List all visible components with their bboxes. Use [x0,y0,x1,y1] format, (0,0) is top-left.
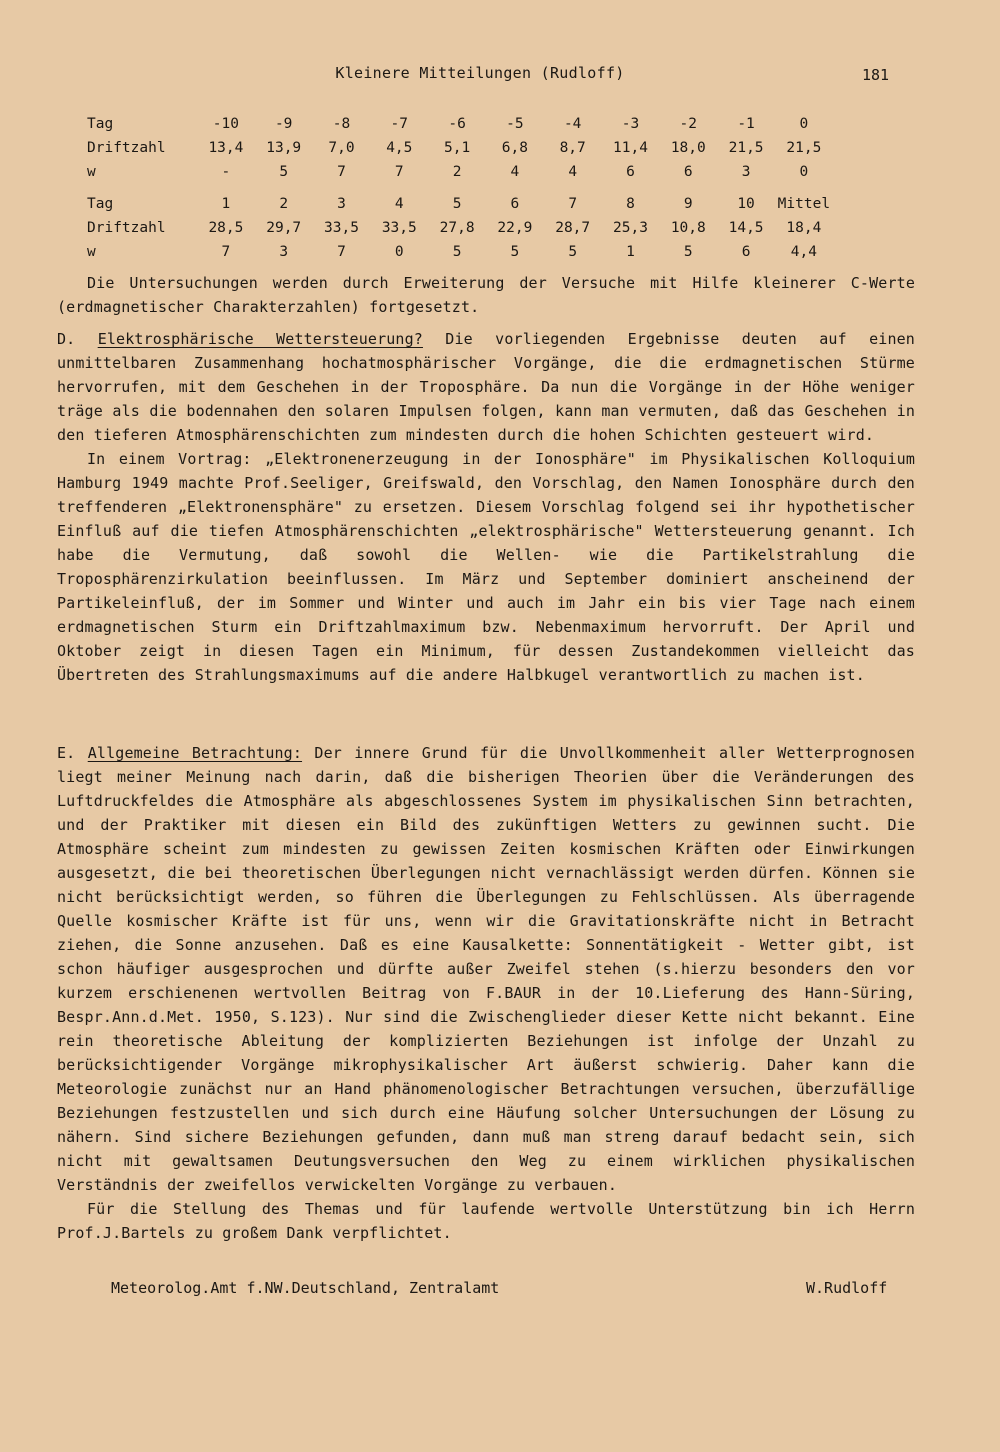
row-label: w [87,244,96,260]
table-cell: 7 [394,164,404,180]
driftzahl-table-2 [87,192,833,264]
table-cell: 1 [626,244,635,260]
table-cell: -10 [212,116,239,132]
table-cell: 10 [737,196,755,212]
table-cell: 4 [510,164,520,180]
table-cell: 5,1 [443,140,471,156]
row-label: Tag [87,116,114,132]
table-row-tag [87,192,833,216]
table-row-driftzahl [87,216,833,240]
table-cell: 6 [626,164,635,180]
table-cell: 22,9 [497,220,533,236]
table-cell: 3 [741,164,751,180]
table-cell: 28,7 [555,220,591,236]
table-cell: 7 [221,244,231,260]
row-label: w [87,164,96,180]
table-cell: 7 [568,196,578,212]
table-cell: 13,9 [266,140,302,156]
signature-office: Meteorolog.Amt f.NW.Deutschland, Zentralamt [111,1279,500,1297]
table-cell: 4,4 [790,244,817,260]
table-row-w [87,160,833,184]
table-cell: 18,0 [670,140,706,156]
table-cell: 5 [568,244,578,260]
table-cell: 4 [568,164,578,180]
table-cell: 6 [741,244,751,260]
table-cell: 3 [279,244,289,260]
table-cell: 0 [394,244,404,260]
table-cell: 9 [683,196,693,212]
table-cell: 14,5 [728,220,764,236]
row-label: Tag [87,196,114,212]
acknowledgement-paragraph: Für die Stellung des Themas und für laufende wertvolle Unterstützung bin ich Herrn Prof.J.Bartels zu großem Dank verpflichtet. [57,1200,915,1242]
table-cell: 29,7 [266,220,302,236]
section-e [57,741,915,1245]
table-cell: 3 [337,196,346,212]
section-e-paragraph-1 [57,741,915,1197]
signature-author: W.Rudloff [806,1279,888,1297]
section-d-text: Die vorliegenden Ergebnisse deuten auf einen unmittelbaren Zusammenhang hochatmosphärischer Vorgänge, die die erdmagnetischen Stürme hervorrufen, mit dem Geschehen in der Troposphäre. Da nun die Vorgänge in der Höhe weniger träge als die bodennahen den solaren Impulsen folgen, kann man vermuten, daß das Geschehen in den tieferen Atmosphärenschichten zum mindesten durch die hohen Schichten gesteuert wird. [57,330,915,444]
table-cell: -6 [448,116,466,132]
driftzahl-table-1 [87,112,833,184]
table-cell: 0 [799,164,809,180]
table-cell: -9 [274,116,293,132]
table-cell: 18,4 [786,220,822,236]
table-cell: 5 [279,164,289,180]
table-cell: -8 [332,116,351,132]
table-cell: -2 [679,116,697,132]
table-cell: 13,4 [208,140,244,156]
table-cell: 2 [279,196,289,212]
table-cell: 7,0 [328,140,355,156]
table-cell: 5 [683,244,693,260]
table-cell: - [221,164,231,180]
table-cell: 25,3 [613,220,648,236]
table-cell: 4,5 [386,140,413,156]
table-row-w [87,240,833,264]
table-cell: 8 [626,196,635,212]
table-cell: -5 [506,116,524,132]
section-e-prefix: E. [57,744,88,762]
table-cell: 7 [337,244,346,260]
section-e-heading: Allgemeine Betrachtung: [87,744,303,762]
table-cell: 33,5 [381,220,417,236]
table-cell: Mittel [777,196,831,212]
table-cell: 10,8 [670,220,706,236]
section-d-prefix: D. [57,330,98,348]
section-d-heading: Elektrosphärische Wettersteuerung? [97,330,423,348]
intro-paragraph: Die Untersuchungen werden durch Erweiterung der Versuche mit Hilfe kleinerer C-Werte (erdmagnetischer Charakterzahlen) fortgesetzt. [57,274,915,316]
table-row-tag [87,112,833,136]
row-label: Driftzahl [87,220,166,236]
row-label: Driftzahl [87,140,166,156]
table-cell: 4 [394,196,404,212]
table-cell: 11,4 [613,140,648,156]
table-cell: 7 [337,164,346,180]
table-cell: -1 [737,116,755,132]
table-cell: 6,8 [501,140,528,156]
section-e-text: Der innere Grund für die Unvollkommenheit aller Wetterprognosen liegt meiner Meinung nach darin, daß die bisherigen Theorien über die Veränderungen des Luftdruckfeldes die Atmosphäre als abgeschlossenes System im physikalischen Sinn betrachten, und der Praktiker mit diesen ein Bild des zukünftigen Wetters zu gewinnen sucht. Die Atmosphäre scheint zum mindesten zu gewissen Zeiten kosmischen Kräften oder Einwirkungen ausgesetzt, die bei theoretischen Überlegungen nicht vernachlässigt werden dürfen. Können sie nicht berücksichtigt werden, so führen die Überlegungen zu Fehlschlüssen. Als überragende Quelle kosmischer Kräfte ist für uns, wenn wir die Gravitationskräfte nicht in Betracht ziehen, die Sonne anzusehen. Daß es eine Kausalkette: Sonnentätigkeit - Wetter gibt, ist schon häufiger ausgesprochen und dürfte außer Zweifel stehen (s.hierzu besonders den vor kurzem erschienenen wertvollen Beitrag von F.BAUR in der 10.Lieferung des Hann-Süring, Bespr.Ann.d.Met. 1950, S.123). Nur sind die Zwischenglieder dieser Kette nicht bekannt. Eine rein theoretische Ableitung der komplizierten Beziehungen ist infolge der Unzahl zu berücksichtigender Vorgänge mikrophysikalischer Art äußerst schwierig. Daher kann die Meteorologie zunächst nur an Hand phänomenologischer Betrachtungen versuchen, überzufällige Beziehungen festzustellen und sich durch eine Häufung solcher Untersuchungen der Lösung zu nähern. Sind sichere Beziehungen gefunden, dann muß man streng darauf bedacht sein, sich nicht mit gewaltsamen Deutungsversuchen den Weg zu einem wirklichen physikalischen Verständnis der zweifellos verwickelten Vorgänge zu verbauen. [57,744,915,1194]
table-cell: -7 [390,116,409,132]
table-row-driftzahl [87,136,833,160]
section-d-paragraph-2: In einem Vortrag: „Elektronenerzeugung in der Ionosphäre" im Physikalischen Kolloquium Hamburg 1949 machte Prof.Seeliger, Greifswald, den Vorschlag, den Namen Ionosphäre durch den treffenderen „Elektronensphäre" zu ersetzen. Diesem Vorschlag folgend sei ihr hypothetischer Einfluß auf die tiefen Atmosphärenschichten „elektrosphärische" Wettersteuerung genannt. Ich habe die Vermutung, daß sowohl die Wellen- wie die Partikelstrahlung die Troposphärenzirkulation beeinflussen. Im März und September dominiert anscheinend der Partikeleinfluß, der im Sommer und Winter und auch im Jahr ein bis vier Tage nach einem erdmagnetischen Sturm ein Driftzahlmaximum bzw. Nebenmaximum hervorruft. Der April und Oktober zeigt in diesen Tagen ein Minimum, für dessen Zustandekommen vielleicht das Übertreten des Strahlungsmaximums auf die andere Halbkugel verantwortlich zu machen ist. [57,450,915,684]
table-cell: 6 [510,196,520,212]
table-cell: 28,5 [208,220,244,236]
table-cell: -3 [621,116,640,132]
table-cell: 0 [799,116,809,132]
table-cell: 27,8 [439,220,475,236]
table-cell: 21,5 [728,140,764,156]
table-cell: 21,5 [786,140,822,156]
table-cell: 5 [510,244,520,260]
table-cell: 5 [452,196,462,212]
table-cell: 8,7 [559,140,586,156]
table-cell: 33,5 [324,220,359,236]
table-cell: 6 [683,164,693,180]
section-d-paragraph-1 [57,327,915,447]
running-header: Kleinere Mitteilungen (Rudloff) [335,64,625,82]
table-cell: 2 [452,164,462,180]
table-cell: 1 [221,196,231,212]
table-cell: -4 [563,116,582,132]
table-cell: 5 [452,244,462,260]
section-d [57,327,915,687]
page-number: 181 [862,66,890,84]
